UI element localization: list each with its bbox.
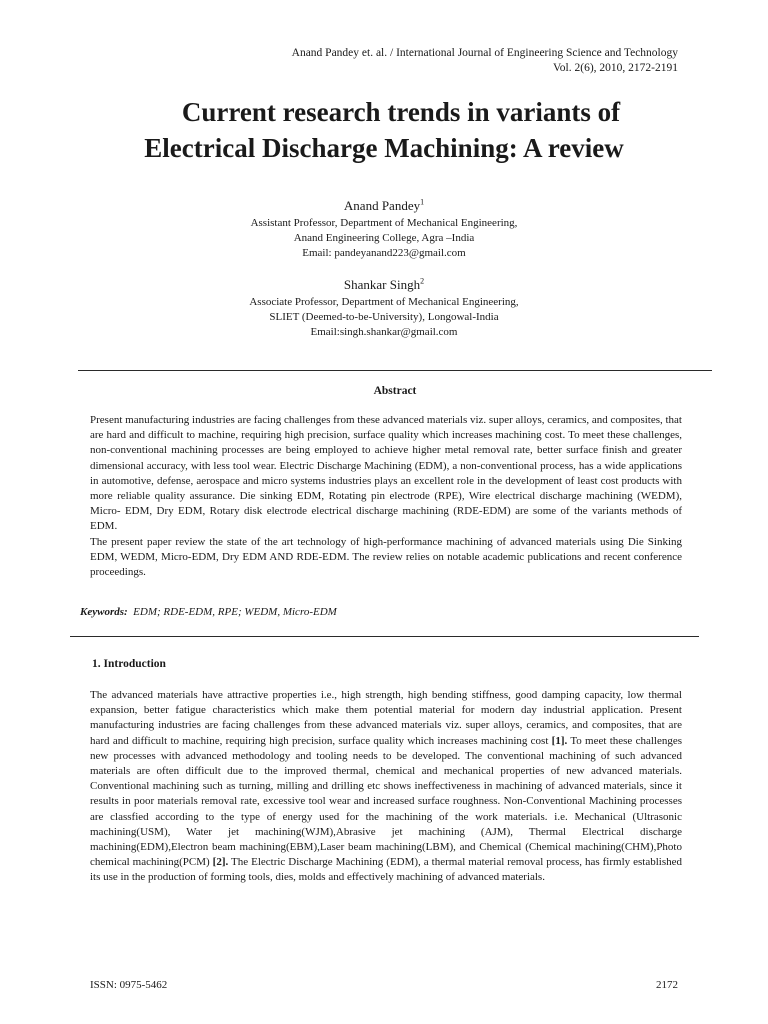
introduction-heading: 1. Introduction bbox=[92, 658, 166, 670]
keywords bbox=[80, 606, 337, 618]
author-1-email: Email: pandeyanand223@gmail.com bbox=[302, 247, 466, 259]
introduction-text-a: The advanced materials have attractive properties i.e., high strength, high bending stiffness, good damping capacity, low thermal expansion, better fatigue characteristics which make them potential material for modern day industrial application. Present manufacturing industries are facing challenges from these advanced materials viz. super alloys, ceramics, and composites, that are hard and difficult to machine, requiring high precision, surface quality which increases machining cost bbox=[90, 689, 682, 747]
author-1-affiliation-dept: Assistant Professor, Department of Mechanical Engineering, bbox=[250, 217, 518, 229]
introduction-text-b: To meet these challenges new processes with advanced methodology and tooling needs to be developed. The conventional machining of such advanced materials are often difficult due to the improved thermal, chemical and mechanical properties of new advanced materials. Conventional machining such as turning, milling and drilling etc shows ineffectiveness in machining of advanced materials, since it results in poor materials removal rate, excessive tool wear and increased surface roughness. Non-Conventional Machining processes are classfied according to the type of energy used for the machining of the work materials. i.e. Mechanical (Ultrasonic machining(USM), Water jet machining(WJM),Abrasive jet machining (AJM), Thermal Electrical discharge machining(EDM),Electron beam machining(EBM),Laser beam machining(LBM), and Chemical (Chemical machining(CHM),Photo chemical machining(PCM) bbox=[90, 734, 683, 869]
author-2-affiliation-university: SLIET (Deemed-to-be-University), Longowal-India bbox=[269, 311, 499, 323]
introduction-text-c: The Electric Discharge Machining (EDM), a thermal material removal process, has firmly established its use in the production of forming tools, dies, molds and effectively machining of advanced materials. bbox=[90, 856, 682, 884]
paper-title-line-2: Electrical Discharge Machining: A review bbox=[144, 133, 624, 163]
author-2 bbox=[0, 277, 768, 293]
author-1 bbox=[0, 198, 768, 214]
author-1-affiliation-college: Anand Engineering College, Agra –India bbox=[293, 232, 475, 244]
introduction-body bbox=[90, 688, 682, 886]
footer-page-number: 2172 bbox=[656, 979, 678, 991]
running-head-volume: Vol. 2(6), 2010, 2172-2191 bbox=[552, 62, 678, 74]
abstract-paragraph-2: The present paper review the state of the art technology of high-performance machining of advanced materials using Die Sinking EDM, WEDM, Micro-EDM, Dry EDM AND RDE-EDM. The review relies on notable academic publications and recent conference proceedings. bbox=[90, 535, 682, 579]
author-2-affiliation-dept: Associate Professor, Department of Mechanical Engineering, bbox=[249, 296, 519, 308]
paper-title-line-1: Current research trends in variants of bbox=[181, 97, 621, 127]
citation-ref-2: [2]. bbox=[212, 856, 229, 869]
abstract-top-rule bbox=[78, 370, 712, 371]
footer-issn: ISSN: 0975-5462 bbox=[90, 979, 168, 991]
keywords-label: Keywords: bbox=[80, 606, 128, 618]
abstract-body bbox=[90, 413, 682, 580]
abstract-heading: Abstract bbox=[373, 385, 417, 397]
author-2-superscript: 2 bbox=[420, 276, 425, 286]
abstract-paragraph-1: Present manufacturing industries are facing challenges from these advanced materials viz. super alloys, ceramics, and composites, that are hard and difficult to machine, requiring high precision, surface quality which increases machining cost. To meet these challenges, non-conventional machining processes are being employed to achieve higher metal removal rate, better surface finish and greater dimensional accuracy, with less tool wear. Electric Discharge Machining (EDM), a non-conventional process, has a wide applications in automotive, defense, aerospace and micro systems industries plays an excellent role in the development of least cost products with more reliable quality assurance. Die sinking EDM, Rotating pin electrode (RPE), Wire electrical discharge machining (WEDM), Micro- EDM, Dry EDM, Rotary disk electrode electrical discharge machining (RDE-EDM) are some of the variants methods of EDM. bbox=[90, 414, 682, 533]
abstract-bottom-rule bbox=[70, 636, 699, 637]
running-head-citation: Anand Pandey et. al. / International Journal of Engineering Science and Technology bbox=[291, 47, 678, 59]
citation-ref-1: [1]. bbox=[551, 734, 568, 747]
keywords-value: EDM; RDE-EDM, RPE; WEDM, Micro-EDM bbox=[133, 606, 337, 618]
author-1-superscript: 1 bbox=[420, 197, 425, 207]
author-2-email: Email:singh.shankar@gmail.com bbox=[310, 326, 458, 338]
author-1-name: Anand Pandey bbox=[343, 198, 421, 213]
author-2-name: Shankar Singh bbox=[343, 277, 421, 292]
introduction-paragraph bbox=[90, 688, 682, 886]
